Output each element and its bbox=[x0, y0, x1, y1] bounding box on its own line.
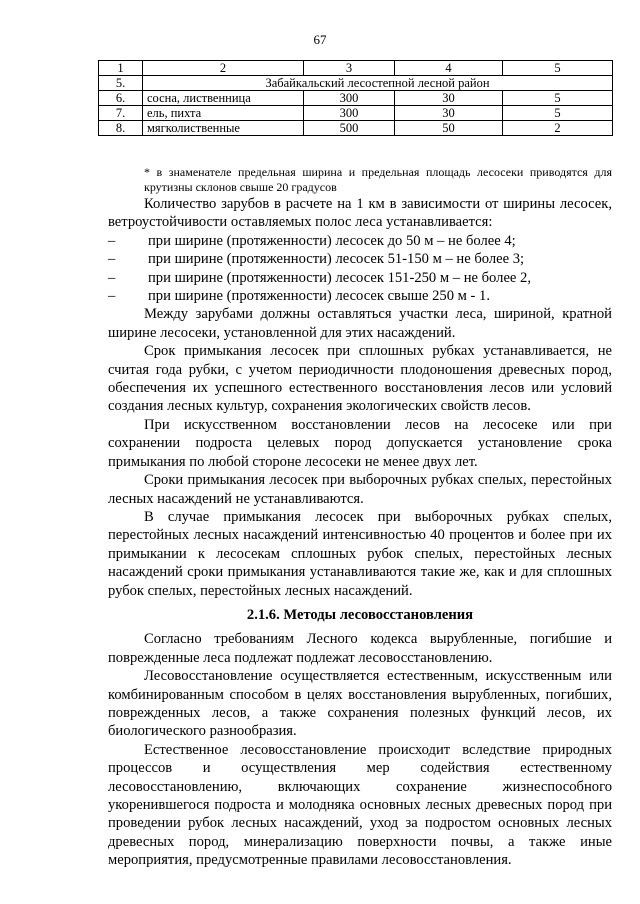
table-cell: 50 bbox=[395, 121, 503, 136]
table-header-cell: 3 bbox=[304, 61, 395, 76]
cutting-area-table bbox=[98, 60, 613, 136]
table-cell: 30 bbox=[395, 106, 503, 121]
paragraph: Лесовосстановление осуществляется естественным, искусственным или комбинированным способом в целях восстановления вырубленных, погибших, поврежденных лесов, а также сохранения полезных функций лесов, их биологического разнообразия. bbox=[108, 668, 612, 740]
table-row bbox=[99, 106, 613, 121]
table-header-row bbox=[99, 61, 613, 76]
section-heading: 2.1.6. Методы лесовосстановления bbox=[246, 606, 474, 623]
list-dash: – bbox=[108, 269, 116, 286]
table-cell-num: 5. bbox=[99, 76, 143, 91]
list-item-text: при ширине (протяженности) лесосек до 50 м – не более 4; bbox=[148, 232, 516, 249]
table-cell: 30 bbox=[395, 91, 503, 106]
table-cell: 300 bbox=[304, 106, 395, 121]
table-region-row bbox=[99, 76, 613, 91]
paragraph: Между зарубами должны оставляться участки леса, шириной, кратной ширине лесосеки, установленной для этих насаждений. bbox=[108, 306, 612, 341]
list-item-text: при ширине (протяженности) лесосек 151-250 м – не более 2, bbox=[148, 269, 531, 286]
table-cell: 500 bbox=[304, 121, 395, 136]
table-header-cell: 4 bbox=[395, 61, 503, 76]
table-row bbox=[99, 121, 613, 136]
footnote-text: * в знаменателе предельная ширина и предельная площадь лесосеки приводятся для крутизны склонов свыше 20 градусов bbox=[144, 165, 612, 194]
paragraph: Естественное лесовосстановление происходит вследствие природных процессов и осуществления мер содействия естественному лесовосстановлению, включающих сохранение жизнеспособного укоренившегося подроста и молодняка основных лесных древесных пород при проведении рубок лесных насаждений, уход за подростом основных лесных древесных пород, минерализацию поверхности почвы, а также иные мероприятия, предусмотренные правилами лесовосстановления. bbox=[108, 741, 612, 869]
list-item bbox=[108, 232, 612, 250]
table-footnote bbox=[108, 165, 612, 195]
page-number: 67 bbox=[313, 32, 327, 47]
table-cell-num: 8. bbox=[99, 121, 143, 136]
list-item bbox=[108, 269, 612, 287]
paragraph: При искусственном восстановлении лесов на лесосеке или при сохранении подроста целевых пород допускается установление срока примыкания по любой стороне лесосеки не менее двух лет. bbox=[108, 416, 612, 470]
list-item-text: при ширине (протяженности) лесосек свыше 250 м - 1. bbox=[148, 288, 490, 305]
list-dash: – bbox=[108, 251, 116, 268]
paragraph: Согласно требованиям Лесного кодекса вырубленные, погибшие и поврежденные леса подлежат подлежат лесовосстановлению. bbox=[108, 631, 612, 666]
main-text bbox=[108, 195, 612, 870]
table-header-cell: 2 bbox=[143, 61, 304, 76]
table-cell-num: 6. bbox=[99, 91, 143, 106]
table-cell-species: мягколиственные bbox=[143, 121, 304, 136]
list-item bbox=[108, 250, 612, 268]
table-cell: 5 bbox=[503, 91, 613, 106]
table-header-cell: 5 bbox=[503, 61, 613, 76]
paragraph: В случае примыкания лесосек при выборочных рубках спелых, перестойных лесных насаждений интенсивностью 40 процентов и более при их примыкании к лесосекам сплошных рубок спелых, перестойных лесных насаждений сроки примыкания устанавливаются такие же, как и для сплошных рубок спелых, перестойных лесных насаждений. bbox=[108, 508, 612, 599]
table-cell: 2 bbox=[503, 121, 613, 136]
table-cell-num: 7. bbox=[99, 106, 143, 121]
table-row bbox=[99, 91, 613, 106]
list-dash: – bbox=[108, 232, 116, 249]
paragraph: Срок примыкания лесосек при сплошных рубках устанавливается, не считая года рубки, с учетом периодичности плодоношения древесных пород, обеспечения их успешного естественного восстановления лесов или условий создания лесных культур, сохранения экологических свойств лесов. bbox=[108, 343, 612, 415]
table-cell: 300 bbox=[304, 91, 395, 106]
list-item-text: при ширине (протяженности) лесосек 51-150 м – не более 3; bbox=[148, 251, 525, 268]
table-cell: 5 bbox=[503, 106, 613, 121]
list-dash: – bbox=[108, 288, 116, 305]
table-region-label: Забайкальский лесостепной лесной район bbox=[143, 76, 613, 91]
table-cell-species: сосна, лиственница bbox=[143, 91, 304, 106]
paragraph: Сроки примыкания лесосек при выборочных рубках спелых, перестойных лесных насаждений не устанавливаются. bbox=[108, 472, 612, 507]
table-cell-species: ель, пихта bbox=[143, 106, 304, 121]
table-header-cell: 1 bbox=[99, 61, 143, 76]
paragraph: Количество зарубов в расчете на 1 км в зависимости от ширины лесосек, ветроустойчивости оставляемых полос леса устанавливается: bbox=[108, 196, 612, 231]
list-item bbox=[108, 287, 612, 305]
